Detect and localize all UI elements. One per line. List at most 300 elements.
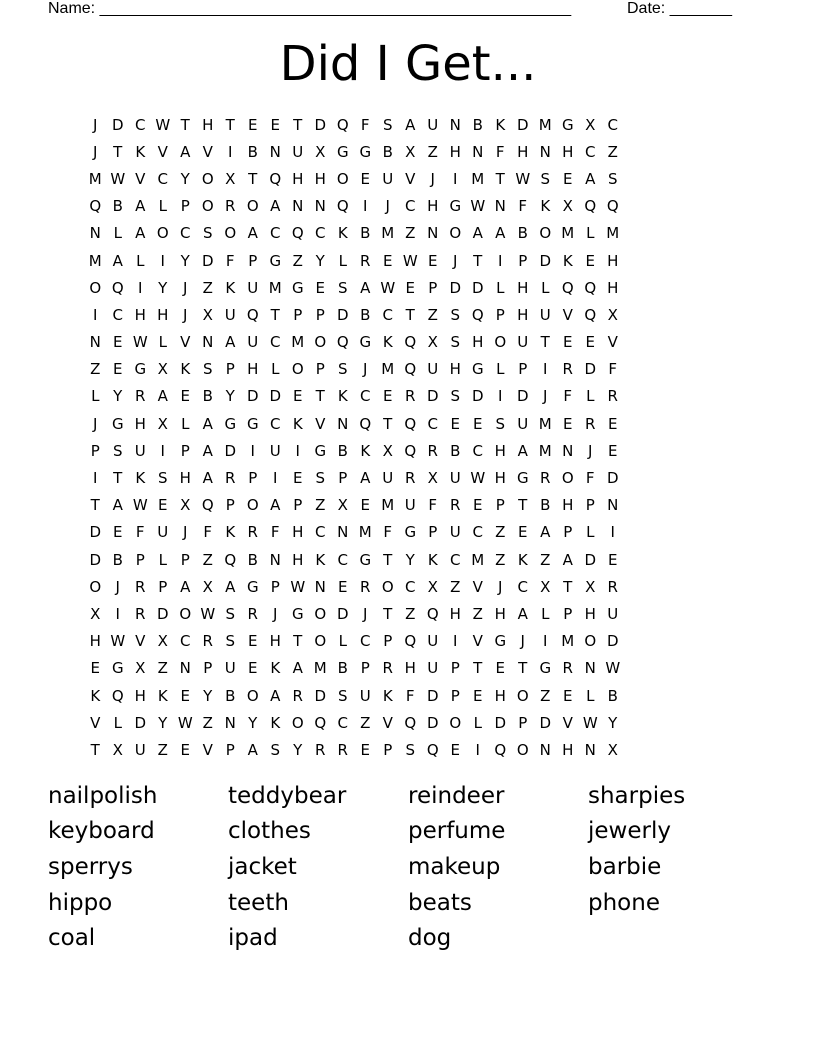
grid-letter: J bbox=[363, 360, 368, 379]
grid-letter: W bbox=[132, 333, 148, 352]
grid-letter: T bbox=[270, 305, 280, 324]
grid-letter: K bbox=[270, 713, 281, 732]
grid-letter: P bbox=[495, 496, 505, 515]
grid-letter: Z bbox=[607, 142, 618, 161]
grid-letter: F bbox=[563, 387, 573, 406]
grid-letter: G bbox=[269, 251, 282, 270]
grid-letter: P bbox=[360, 659, 370, 678]
grid-letter: P bbox=[225, 496, 235, 515]
grid-letter: A bbox=[202, 441, 213, 460]
grid-letter: U bbox=[134, 740, 146, 759]
grid-letter: R bbox=[405, 469, 416, 488]
grid-letter: T bbox=[90, 496, 100, 515]
grid-letter: E bbox=[608, 441, 618, 460]
grid-letter: J bbox=[183, 278, 188, 297]
grid-letter: K bbox=[180, 360, 191, 379]
grid-letter: G bbox=[359, 550, 372, 569]
grid-letter: Q bbox=[404, 441, 417, 460]
grid-letter: O bbox=[449, 224, 462, 243]
grid-letter: B bbox=[247, 550, 258, 569]
grid-letter: P bbox=[135, 550, 145, 569]
date-field[interactable]: Date: _______ bbox=[627, 0, 732, 17]
grid-letter: E bbox=[563, 169, 573, 188]
grid-letter: N bbox=[314, 577, 326, 596]
grid-letter: E bbox=[113, 333, 123, 352]
grid-letter: B bbox=[360, 305, 371, 324]
grid-letter: T bbox=[293, 115, 303, 134]
grid-letter: S bbox=[382, 115, 393, 134]
grid-letter: Q bbox=[336, 115, 349, 134]
grid-letter: B bbox=[112, 550, 123, 569]
grid-letter: G bbox=[539, 659, 552, 678]
word-list-item: sharpies bbox=[588, 782, 686, 809]
grid-letter: H bbox=[202, 115, 214, 134]
grid-letter: F bbox=[608, 360, 618, 379]
grid-letter: Q bbox=[404, 414, 417, 433]
name-field[interactable]: Name: _____________________________________________________ bbox=[48, 0, 572, 17]
grid-letter: P bbox=[180, 197, 190, 216]
grid-letter: N bbox=[472, 142, 484, 161]
grid-letter: T bbox=[383, 414, 393, 433]
grid-letter: M bbox=[538, 414, 552, 433]
grid-letter: T bbox=[315, 387, 325, 406]
grid-letter: U bbox=[224, 305, 236, 324]
grid-letter: O bbox=[449, 713, 462, 732]
grid-letter: Y bbox=[225, 387, 235, 406]
word-list-item: jewerly bbox=[588, 818, 671, 845]
word-list-item: phone bbox=[588, 889, 660, 916]
grid-letter: X bbox=[315, 142, 326, 161]
grid-letter: Q bbox=[291, 224, 304, 243]
grid-letter: N bbox=[539, 740, 551, 759]
grid-letter: I bbox=[138, 278, 143, 297]
grid-letter: H bbox=[562, 496, 574, 515]
grid-letter: D bbox=[224, 441, 237, 460]
grid-letter: P bbox=[248, 469, 258, 488]
grid-letter: D bbox=[336, 604, 349, 623]
grid-letter: U bbox=[157, 523, 169, 542]
grid-letter: Y bbox=[158, 713, 168, 732]
grid-letter: P bbox=[225, 740, 235, 759]
grid-letter: A bbox=[472, 224, 483, 243]
grid-letter: E bbox=[495, 659, 505, 678]
grid-letter: E bbox=[113, 360, 123, 379]
grid-letter: L bbox=[473, 713, 482, 732]
grid-letter: P bbox=[315, 305, 325, 324]
grid-letter: S bbox=[202, 224, 213, 243]
grid-letter: I bbox=[543, 360, 548, 379]
grid-letter: E bbox=[428, 251, 438, 270]
grid-letter: D bbox=[606, 469, 619, 488]
grid-letter: O bbox=[314, 604, 327, 623]
grid-letter: Z bbox=[90, 360, 101, 379]
grid-letter: P bbox=[338, 469, 348, 488]
grid-row bbox=[84, 410, 736, 437]
grid-letter: Q bbox=[471, 305, 484, 324]
grid-letter: P bbox=[428, 278, 438, 297]
grid-letter: A bbox=[360, 469, 371, 488]
grid-letter: Z bbox=[495, 550, 506, 569]
word-list-item: jacket bbox=[228, 853, 297, 880]
grid-letter: X bbox=[202, 305, 213, 324]
grid-letter: I bbox=[93, 469, 98, 488]
grid-letter: Z bbox=[360, 713, 371, 732]
grid-letter: H bbox=[404, 659, 416, 678]
grid-letter: A bbox=[360, 278, 371, 297]
grid-letter: F bbox=[518, 197, 528, 216]
grid-letter: D bbox=[516, 387, 529, 406]
grid-letter: A bbox=[270, 686, 281, 705]
grid-letter: D bbox=[111, 115, 124, 134]
grid-row bbox=[84, 356, 736, 383]
grid-row bbox=[84, 111, 736, 138]
grid-letter: D bbox=[426, 686, 439, 705]
grid-letter: L bbox=[338, 251, 347, 270]
grid-letter: A bbox=[292, 659, 303, 678]
grid-letter: O bbox=[494, 333, 507, 352]
grid-letter: P bbox=[518, 713, 528, 732]
grid-letter: U bbox=[269, 441, 281, 460]
grid-letter: H bbox=[562, 142, 574, 161]
grid-letter: V bbox=[562, 305, 573, 324]
grid-letter: O bbox=[561, 469, 574, 488]
grid-letter: F bbox=[225, 251, 235, 270]
grid-letter: V bbox=[472, 577, 483, 596]
grid-letter: Y bbox=[293, 740, 303, 759]
grid-letter: N bbox=[494, 197, 506, 216]
grid-letter: Q bbox=[584, 305, 597, 324]
grid-letter: S bbox=[450, 387, 461, 406]
grid-letter: Z bbox=[405, 224, 416, 243]
grid-letter: H bbox=[494, 604, 506, 623]
word-list-item: makeup bbox=[408, 853, 501, 880]
grid-letter: K bbox=[90, 686, 101, 705]
grid-letter: E bbox=[360, 740, 370, 759]
grid-letter: A bbox=[270, 496, 281, 515]
grid-letter: H bbox=[314, 169, 326, 188]
grid-letter: H bbox=[584, 604, 596, 623]
grid-letter: V bbox=[472, 632, 483, 651]
grid-letter: G bbox=[314, 441, 327, 460]
word-list-item: hippo bbox=[48, 889, 113, 916]
grid-letter: O bbox=[314, 632, 327, 651]
grid-letter: R bbox=[562, 360, 573, 379]
grid-letter: Q bbox=[359, 414, 372, 433]
grid-letter: G bbox=[111, 414, 124, 433]
grid-letter: T bbox=[405, 305, 415, 324]
grid-letter: O bbox=[246, 197, 259, 216]
grid-letter: J bbox=[588, 441, 593, 460]
grid-letter: C bbox=[157, 169, 168, 188]
grid-letter: T bbox=[563, 577, 573, 596]
grid-letter: O bbox=[336, 169, 349, 188]
grid-letter: I bbox=[475, 740, 480, 759]
grid-letter: X bbox=[427, 577, 438, 596]
grid-letter: E bbox=[360, 169, 370, 188]
grid-row bbox=[84, 628, 736, 655]
grid-letter: B bbox=[337, 659, 348, 678]
grid-letter: J bbox=[385, 197, 390, 216]
grid-letter: K bbox=[292, 414, 303, 433]
grid-letter: G bbox=[336, 142, 349, 161]
grid-letter: S bbox=[315, 469, 326, 488]
grid-letter: M bbox=[538, 441, 552, 460]
grid-letter: P bbox=[90, 441, 100, 460]
grid-letter: X bbox=[337, 496, 348, 515]
grid-letter: A bbox=[180, 142, 191, 161]
grid-letter: V bbox=[405, 169, 416, 188]
grid-letter: A bbox=[247, 740, 258, 759]
grid-letter: L bbox=[541, 278, 550, 297]
grid-letter: T bbox=[293, 632, 303, 651]
grid-letter: E bbox=[405, 278, 415, 297]
grid-letter: T bbox=[540, 333, 550, 352]
grid-letter: Y bbox=[315, 251, 325, 270]
grid-letter: E bbox=[360, 496, 370, 515]
grid-letter: Q bbox=[201, 496, 214, 515]
grid-letter: T bbox=[518, 496, 528, 515]
grid-letter: P bbox=[585, 496, 595, 515]
grid-letter: O bbox=[89, 577, 102, 596]
grid-letter: H bbox=[449, 360, 461, 379]
grid-letter: O bbox=[201, 169, 214, 188]
grid-letter: R bbox=[292, 686, 303, 705]
grid-row bbox=[84, 655, 736, 682]
grid-letter: T bbox=[248, 169, 258, 188]
grid-letter: F bbox=[495, 142, 505, 161]
grid-letter: Q bbox=[404, 333, 417, 352]
grid-letter: L bbox=[496, 278, 505, 297]
grid-letter: M bbox=[313, 659, 327, 678]
grid-letter: O bbox=[89, 278, 102, 297]
grid-letter: A bbox=[202, 469, 213, 488]
grid-letter: U bbox=[382, 169, 394, 188]
grid-letter: K bbox=[337, 224, 348, 243]
grid-letter: R bbox=[607, 387, 618, 406]
grid-letter: O bbox=[179, 604, 192, 623]
grid-letter: T bbox=[473, 251, 483, 270]
grid-letter: E bbox=[315, 278, 325, 297]
grid-letter: O bbox=[291, 360, 304, 379]
grid-letter: I bbox=[453, 169, 458, 188]
grid-letter: X bbox=[585, 115, 596, 134]
grid-letter: C bbox=[405, 197, 416, 216]
grid-letter: Q bbox=[561, 278, 574, 297]
grid-letter: U bbox=[427, 360, 439, 379]
grid-row bbox=[84, 138, 736, 165]
grid-letter: Y bbox=[180, 251, 190, 270]
grid-letter: E bbox=[338, 577, 348, 596]
grid-letter: E bbox=[563, 686, 573, 705]
grid-letter: U bbox=[427, 659, 439, 678]
grid-letter: R bbox=[135, 577, 146, 596]
word-list-item: keyboard bbox=[48, 818, 155, 845]
grid-letter: W bbox=[110, 632, 126, 651]
grid-letter: M bbox=[381, 224, 395, 243]
grid-letter: D bbox=[606, 632, 619, 651]
grid-letter: B bbox=[382, 142, 393, 161]
grid-letter: Z bbox=[450, 577, 461, 596]
grid-row bbox=[84, 247, 736, 274]
grid-letter: S bbox=[202, 360, 213, 379]
grid-letter: U bbox=[224, 659, 236, 678]
grid-letter: Q bbox=[426, 604, 439, 623]
grid-letter: Z bbox=[202, 713, 213, 732]
grid-letter: V bbox=[202, 740, 213, 759]
grid-letter: X bbox=[135, 659, 146, 678]
grid-letter: L bbox=[586, 523, 595, 542]
grid-letter: S bbox=[270, 740, 281, 759]
grid-letter: N bbox=[269, 550, 281, 569]
grid-letter: D bbox=[471, 278, 484, 297]
grid-letter: E bbox=[608, 414, 618, 433]
grid-letter: A bbox=[135, 224, 146, 243]
grid-letter: J bbox=[183, 523, 188, 542]
grid-letter: A bbox=[517, 604, 528, 623]
grid-letter: A bbox=[562, 550, 573, 569]
word-search-grid bbox=[84, 111, 736, 764]
grid-letter: J bbox=[93, 115, 98, 134]
grid-letter: R bbox=[360, 251, 371, 270]
grid-letter: D bbox=[89, 550, 102, 569]
grid-letter: U bbox=[292, 142, 304, 161]
grid-letter: P bbox=[315, 360, 325, 379]
grid-letter: A bbox=[405, 115, 416, 134]
grid-letter: U bbox=[517, 333, 529, 352]
grid-letter: E bbox=[563, 414, 573, 433]
grid-letter: F bbox=[383, 523, 393, 542]
grid-letter: Q bbox=[494, 740, 507, 759]
grid-letter: A bbox=[112, 496, 123, 515]
grid-letter: D bbox=[134, 713, 147, 732]
grid-letter: T bbox=[383, 550, 393, 569]
grid-letter: B bbox=[225, 686, 236, 705]
grid-letter: M bbox=[381, 360, 395, 379]
grid-letter: P bbox=[383, 632, 393, 651]
grid-letter: H bbox=[517, 278, 529, 297]
grid-letter: X bbox=[157, 360, 168, 379]
grid-letter: A bbox=[225, 333, 236, 352]
grid-letter: C bbox=[270, 333, 281, 352]
grid-letter: T bbox=[383, 604, 393, 623]
grid-letter: D bbox=[246, 387, 259, 406]
grid-letter: T bbox=[495, 169, 505, 188]
word-list-item: nailpolish bbox=[48, 782, 158, 809]
grid-letter: Y bbox=[203, 686, 213, 705]
grid-letter: B bbox=[472, 115, 483, 134]
grid-letter: R bbox=[382, 659, 393, 678]
grid-letter: A bbox=[585, 169, 596, 188]
grid-letter: G bbox=[449, 197, 462, 216]
grid-row bbox=[84, 220, 736, 247]
grid-letter: A bbox=[112, 251, 123, 270]
grid-letter: H bbox=[292, 169, 304, 188]
page-title: Did I Get... bbox=[279, 36, 537, 92]
grid-letter: Z bbox=[315, 496, 326, 515]
grid-letter: Z bbox=[405, 604, 416, 623]
grid-letter: G bbox=[471, 360, 484, 379]
grid-letter: P bbox=[563, 523, 573, 542]
grid-letter: Q bbox=[336, 197, 349, 216]
grid-letter: Y bbox=[405, 550, 415, 569]
grid-letter: I bbox=[295, 441, 300, 460]
grid-letter: E bbox=[293, 469, 303, 488]
grid-letter: N bbox=[202, 333, 214, 352]
grid-letter: W bbox=[582, 713, 598, 732]
grid-letter: M bbox=[88, 169, 102, 188]
grid-letter: V bbox=[202, 142, 213, 161]
grid-letter: L bbox=[136, 251, 145, 270]
grid-letter: P bbox=[450, 659, 460, 678]
grid-letter: U bbox=[427, 115, 439, 134]
grid-letter: A bbox=[540, 523, 551, 542]
grid-letter: R bbox=[135, 387, 146, 406]
grid-letter: D bbox=[584, 360, 597, 379]
grid-letter: S bbox=[337, 278, 348, 297]
grid-letter: L bbox=[113, 224, 122, 243]
grid-letter: W bbox=[155, 115, 171, 134]
grid-letter: B bbox=[247, 142, 258, 161]
grid-letter: E bbox=[383, 251, 393, 270]
grid-letter: S bbox=[495, 414, 506, 433]
grid-letter: K bbox=[225, 523, 236, 542]
grid-row bbox=[84, 464, 736, 491]
grid-letter: S bbox=[112, 441, 123, 460]
grid-letter: H bbox=[269, 632, 281, 651]
grid-letter: O bbox=[224, 224, 237, 243]
grid-letter: Y bbox=[158, 278, 168, 297]
grid-letter: J bbox=[93, 414, 98, 433]
grid-letter: R bbox=[202, 632, 213, 651]
grid-letter: R bbox=[360, 577, 371, 596]
grid-row bbox=[84, 193, 736, 220]
grid-letter: C bbox=[405, 577, 416, 596]
word-list bbox=[48, 778, 768, 956]
grid-row bbox=[84, 519, 736, 546]
grid-row bbox=[84, 274, 736, 301]
grid-letter: F bbox=[270, 523, 280, 542]
word-list-item: sperrys bbox=[48, 853, 133, 880]
grid-letter: E bbox=[450, 414, 460, 433]
grid-letter: U bbox=[517, 414, 529, 433]
grid-letter: N bbox=[269, 142, 281, 161]
grid-letter: N bbox=[562, 441, 574, 460]
grid-letter: A bbox=[247, 224, 258, 243]
grid-letter: U bbox=[607, 604, 619, 623]
grid-letter: X bbox=[157, 414, 168, 433]
header-line bbox=[48, 0, 748, 20]
grid-letter: I bbox=[543, 632, 548, 651]
grid-letter: N bbox=[427, 224, 439, 243]
grid-letter: L bbox=[586, 387, 595, 406]
grid-letter: P bbox=[383, 740, 393, 759]
grid-letter: C bbox=[180, 224, 191, 243]
grid-row bbox=[84, 301, 736, 328]
grid-letter: P bbox=[495, 305, 505, 324]
grid-letter: I bbox=[160, 251, 165, 270]
grid-letter: R bbox=[450, 496, 461, 515]
grid-letter: N bbox=[584, 740, 596, 759]
grid-letter: X bbox=[607, 740, 618, 759]
grid-letter: F bbox=[135, 523, 145, 542]
grid-letter: Q bbox=[111, 686, 124, 705]
grid-letter: G bbox=[561, 115, 574, 134]
grid-letter: V bbox=[315, 414, 326, 433]
grid-letter: Z bbox=[472, 604, 483, 623]
grid-letter: N bbox=[337, 523, 349, 542]
grid-letter: W bbox=[402, 251, 418, 270]
grid-letter: K bbox=[135, 142, 146, 161]
